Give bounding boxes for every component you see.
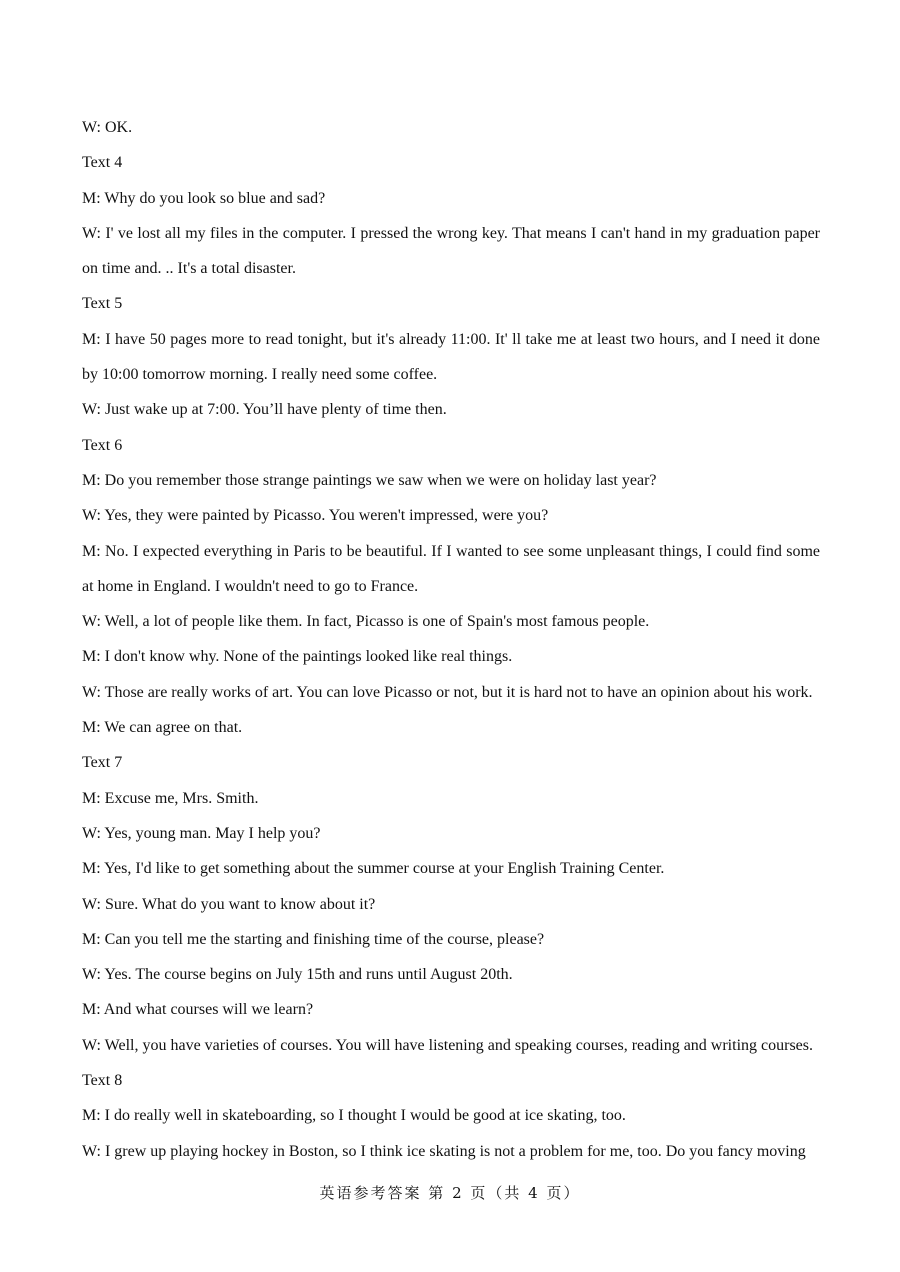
dialogue-line: M: And what courses will we learn?: [82, 1001, 314, 1019]
section-heading: Text 4: [82, 154, 123, 172]
page-footer: 英语参考答案 第 2 页（共 4 页）: [319, 1184, 581, 1202]
section-heading: Text 5: [82, 295, 123, 313]
dialogue-line: M: I have 50 pages more to read tonight, but it's already 11:00. It' ll take me at least two hours, and I need it done by 10:00 tomorrow morning. I really need some coffee.: [82, 330, 820, 384]
dialogue-line: M: Do you remember those strange paintings we saw when we were on holiday last year?: [82, 471, 657, 489]
document-body: [82, 110, 820, 1169]
dialogue-line: W: OK.: [82, 119, 133, 136]
section-heading: Text 8: [82, 1072, 123, 1090]
dialogue-line: W: Sure. What do you want to know about it?: [82, 895, 376, 913]
dialogue-line: W: I grew up playing hockey in Boston, so I think ice skating is not a problem for me, too. Do you fancy moving: [82, 1142, 806, 1160]
dialogue-line: W: Yes, they were painted by Picasso. You weren't impressed, were you?: [82, 507, 549, 525]
dialogue-line: W: Just wake up at 7:00. You’ll have plenty of time then.: [82, 401, 447, 419]
dialogue-line: M: Excuse me, Mrs. Smith.: [82, 789, 259, 807]
dialogue-line: W: Well, a lot of people like them. In fact, Picasso is one of Spain's most famous people.: [82, 613, 650, 631]
dialogue-line: M: No. I expected everything in Paris to be beautiful. If I wanted to see some unpleasant things, I could find some at home in England. I wouldn't need to go to France.: [82, 542, 820, 595]
dialogue-line: W: Yes, young man. May I help you?: [82, 824, 321, 842]
dialogue-line: W: Those are really works of art. You can love Picasso or not, but it is hard not to have an opinion about his work.: [82, 683, 813, 701]
dialogue-line: W: I' ve lost all my files in the computer. I pressed the wrong key. That means I can't hand in my graduation paper on time and. .. It's a total disaster.: [82, 224, 820, 278]
dialogue-line: M: I don't know why. None of the paintings looked like real things.: [82, 648, 513, 666]
dialogue-line: M: I do really well in skateboarding, so I thought I would be good at ice skating, too.: [82, 1107, 626, 1125]
dialogue-line: W: Yes. The course begins on July 15th and runs until August 20th.: [82, 966, 513, 984]
dialogue-line: M: Can you tell me the starting and finishing time of the course, please?: [82, 930, 545, 948]
section-heading: Text 6: [82, 436, 123, 454]
dialogue-line: W: Well, you have varieties of courses. You will have listening and speaking courses, reading and writing courses.: [82, 1036, 813, 1054]
dialogue-line: M: Yes, I'd like to get something about the summer course at your English Training Center.: [82, 860, 665, 878]
dialogue-line: M: Why do you look so blue and sad?: [82, 189, 326, 207]
section-heading: Text 7: [82, 754, 123, 772]
dialogue-line: M: We can agree on that.: [82, 719, 243, 737]
